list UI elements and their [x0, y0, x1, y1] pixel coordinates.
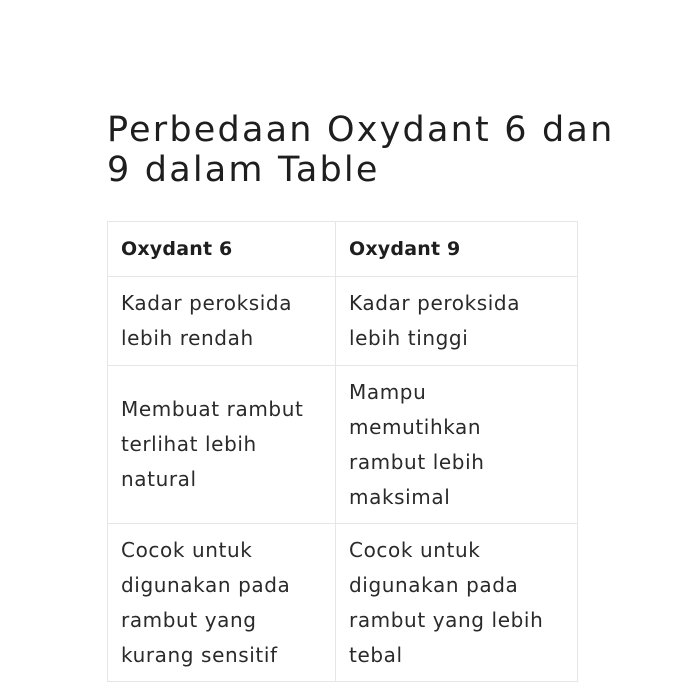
page-title: Perbedaan Oxydant 6 dan 9 dalam Table [107, 110, 615, 190]
table-cell: Kadar peroksida lebih tinggi [336, 277, 578, 366]
table-row [108, 524, 578, 682]
column-header-oxydant-6: Oxydant 6 [108, 222, 336, 277]
table-cell: Cocok untuk digunakan pada rambut yang kurang sensitif [108, 524, 336, 682]
table-cell: Membuat rambut terlihat lebih natural [108, 366, 336, 524]
table-cell: Mampu memutihkan rambut lebih maksimal [336, 366, 578, 524]
table-cell: Kadar peroksida lebih rendah [108, 277, 336, 366]
comparison-table [107, 221, 578, 682]
table-row [108, 366, 578, 524]
table-cell: Cocok untuk digunakan pada rambut yang lebih tebal [336, 524, 578, 682]
table-row [108, 277, 578, 366]
column-header-oxydant-9: Oxydant 9 [336, 222, 578, 277]
table-header-row [108, 222, 578, 277]
